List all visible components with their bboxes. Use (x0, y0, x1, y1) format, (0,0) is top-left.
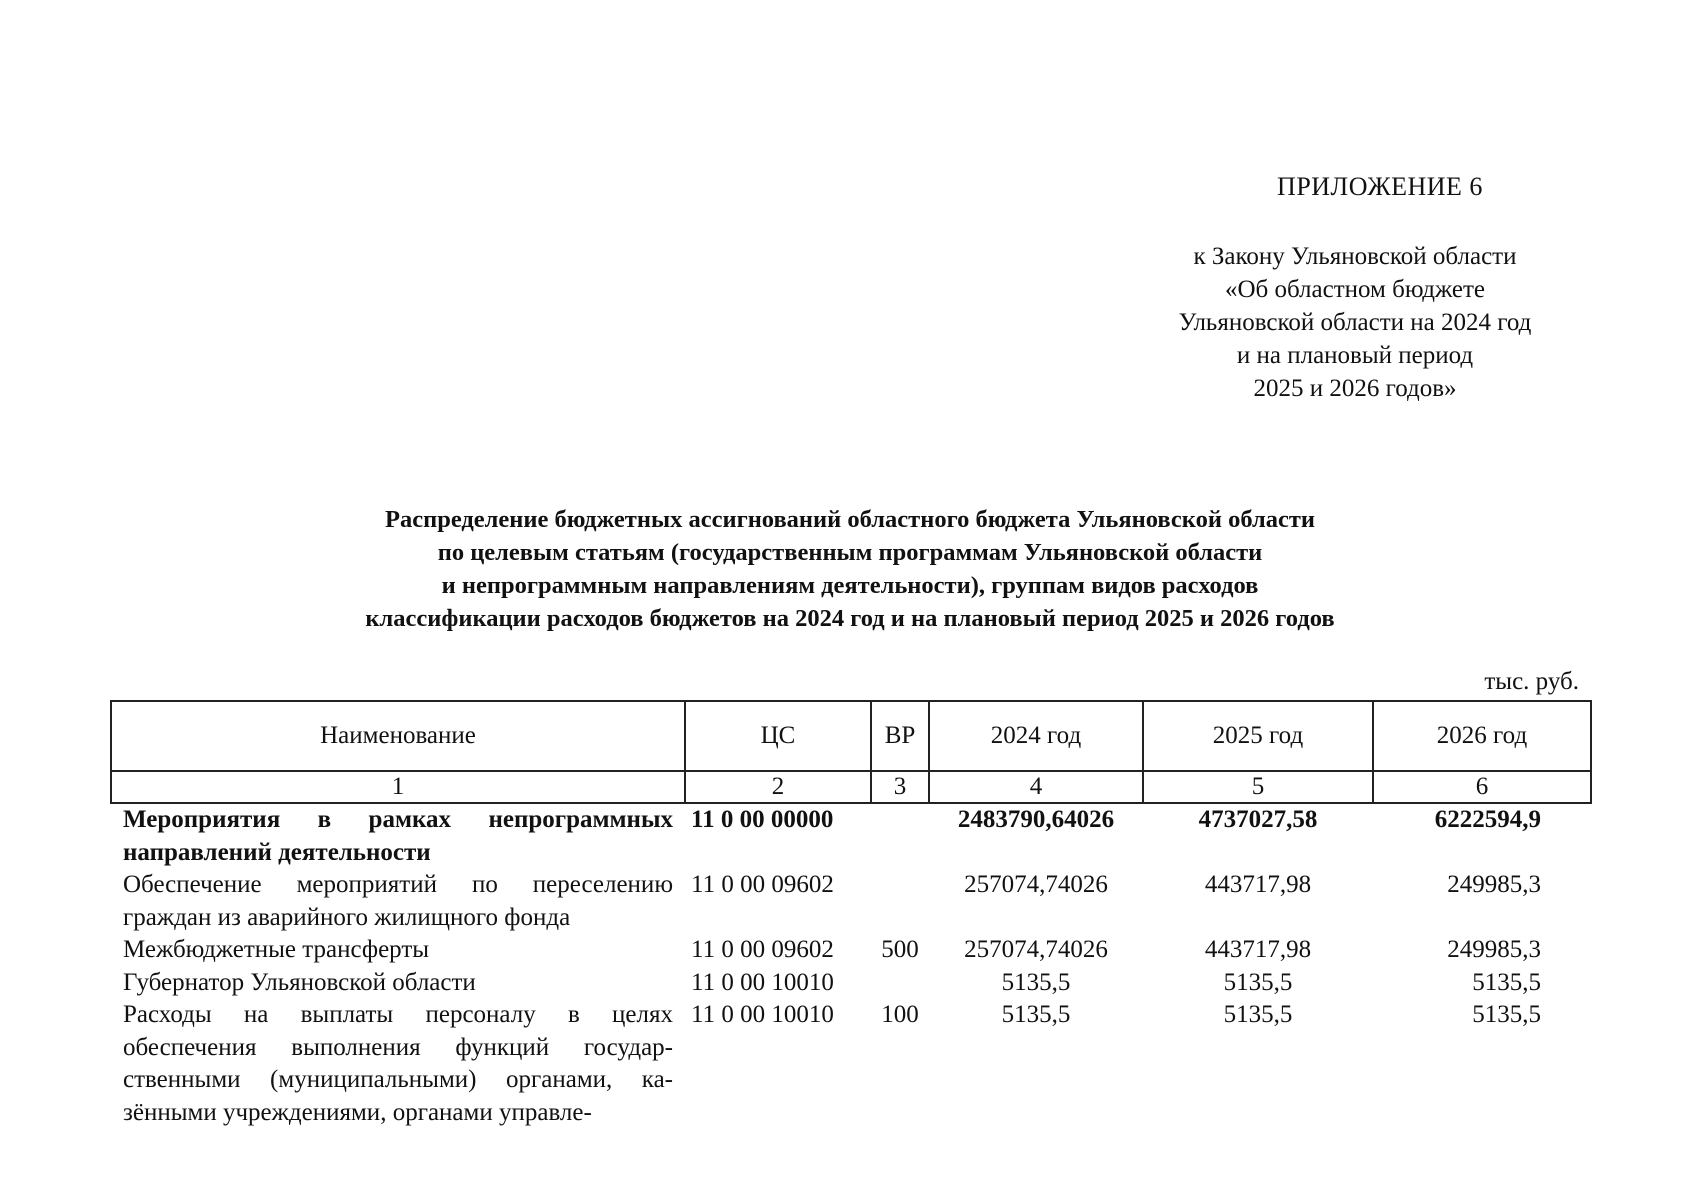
document-title-line: по целевым статьям (государственным программам Ульяновской области (437, 539, 1263, 566)
law-reference-line: 2025 и 2026 годов» (1253, 375, 1457, 402)
row-2026: 5135,5 (1472, 1001, 1541, 1028)
row-cs: 11 0 00 10010 (691, 1001, 834, 1028)
row-2025: 5135,5 (1223, 1001, 1293, 1028)
row-name: Обеспечение мероприятий по переселению граждан из аварийного жилищного фонда (123, 871, 673, 931)
law-reference-line: «Об областном бюджете (1224, 276, 1486, 303)
document-title-line: классификации расходов бюджетов на 2024 год и на плановый период 2025 и 2026 годов (365, 605, 1335, 632)
row-cs: 11 0 00 10010 (691, 968, 834, 996)
law-reference-line: и на плановый период (1236, 342, 1474, 369)
row-vr (871, 869, 929, 934)
table-row (111, 934, 1591, 967)
column-number: 6 (1373, 771, 1591, 803)
row-name: Губернатор Ульяновской области (123, 968, 476, 996)
table-row (111, 803, 1591, 869)
column-number-row (111, 771, 1591, 803)
table-header-row (111, 701, 1591, 771)
row-name: Расходы на выплаты персоналу в целях обеспечения выполнения функций государ-ственными (муниципальными) органами, ка-зёнными учреждениями, органами управле- (123, 1001, 673, 1126)
header-vr: ВР (871, 701, 929, 771)
header-2024: 2024 год (929, 701, 1143, 771)
row-cs: 11 0 00 09602 (691, 936, 834, 963)
row-2024: 5135,5 (1001, 968, 1071, 996)
row-2025: 5135,5 (1223, 968, 1293, 996)
header-cs: ЦС (685, 701, 871, 771)
row-2024: 257074,74026 (964, 871, 1108, 898)
header-2025: 2025 год (1143, 701, 1373, 771)
row-2026: 249985,3 (1447, 871, 1541, 898)
table-row (111, 999, 1591, 1129)
budget-table (110, 700, 1592, 1129)
header-name: Наименование (111, 701, 685, 771)
document-title (180, 503, 1520, 635)
row-vr: 100 (881, 1001, 919, 1028)
law-reference-line: к Закону Ульяновской области (1193, 243, 1517, 270)
row-name: Мероприятия в рамках непрограммных направлений деятельности (123, 806, 673, 866)
document-title-line: Распределение бюджетных ассигнований областного бюджета Ульяновской области (385, 506, 1315, 533)
units-label: тыс. руб. (1484, 668, 1579, 695)
header-2026: 2026 год (1373, 701, 1591, 771)
appendix-title: ПРИЛОЖЕНИЕ 6 (1277, 172, 1483, 201)
row-2024: 2483790,64026 (957, 806, 1115, 833)
row-2026: 6222594,9 (1434, 806, 1541, 833)
row-cs: 11 0 00 09602 (691, 871, 834, 898)
column-number: 2 (685, 771, 871, 803)
row-2024: 5135,5 (1001, 1001, 1071, 1028)
row-2026: 5135,5 (1472, 968, 1541, 996)
row-2025: 443717,98 (1204, 936, 1312, 963)
row-vr (871, 803, 929, 869)
row-name: Межбюджетные трансферты (123, 936, 430, 963)
column-number: 4 (929, 771, 1143, 803)
row-2025: 443717,98 (1204, 871, 1312, 898)
table-row (111, 869, 1591, 934)
law-reference (1130, 240, 1580, 405)
row-2026: 249985,3 (1447, 936, 1541, 963)
row-2025: 4737027,58 (1198, 806, 1318, 833)
row-2024: 257074,74026 (964, 936, 1108, 963)
column-number: 5 (1143, 771, 1373, 803)
table-row (111, 967, 1591, 1000)
column-number: 3 (871, 771, 929, 803)
law-reference-line: Ульяновской области на 2024 год (1178, 309, 1532, 336)
document-title-line: и непрограммным направлениям деятельности), группам видов расходов (441, 572, 1259, 599)
row-vr: 500 (881, 936, 919, 963)
row-vr (871, 967, 929, 1000)
row-cs: 11 0 00 00000 (691, 806, 834, 833)
column-number: 1 (111, 771, 685, 803)
